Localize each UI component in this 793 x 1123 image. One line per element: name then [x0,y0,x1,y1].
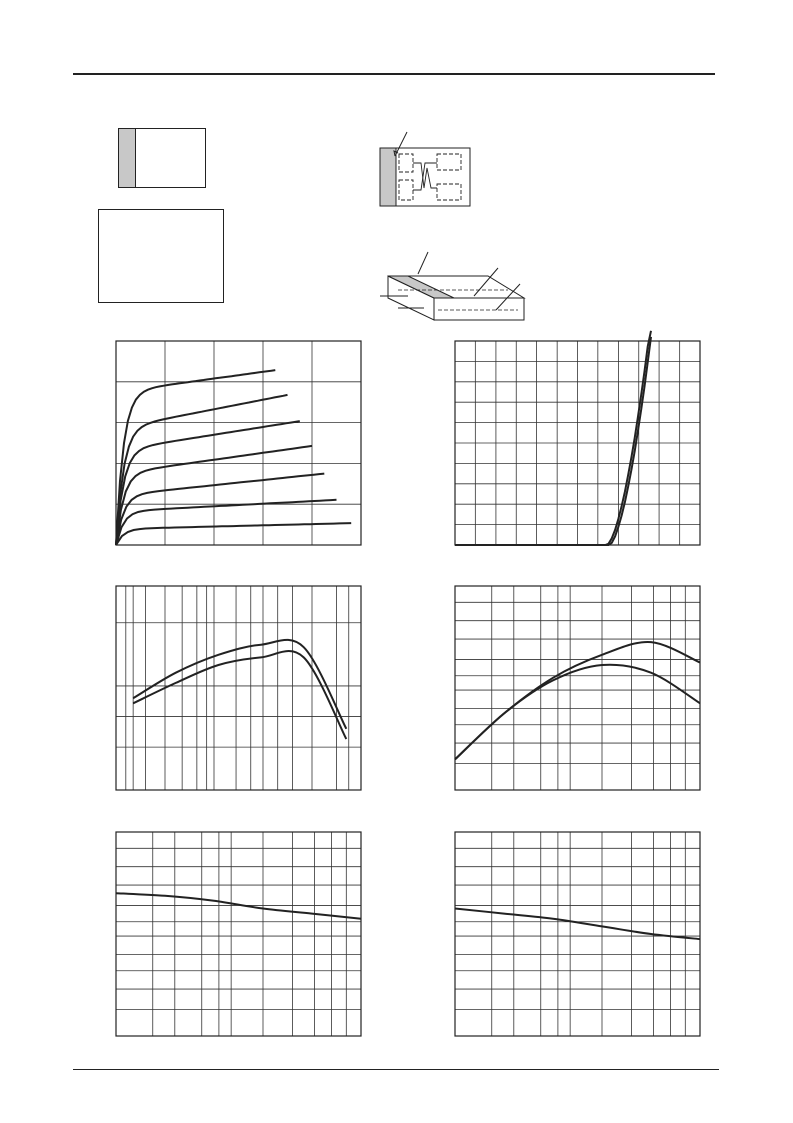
package-outline-lead [119,129,136,187]
series-line [116,523,351,545]
chart-2 [455,341,700,545]
footer-rule [73,1069,719,1070]
series-line [116,474,324,545]
package-3d [378,250,528,322]
chart-3 [116,586,361,790]
chart-1 [116,341,361,545]
gridlines [455,586,700,790]
gridlines [116,586,361,790]
series-line [455,337,651,545]
gridlines [116,341,361,545]
chart-6 [455,832,700,1036]
chip-marking-box [98,209,224,303]
gridlines [455,832,700,1036]
equivalent-circuit [375,128,475,210]
header-rule [73,73,715,75]
chart-4 [455,586,700,790]
series-line [116,500,337,545]
gridlines [116,832,361,1036]
plot-frame [116,586,361,790]
package-outline [118,128,206,188]
series-line [116,395,288,545]
series-line [116,370,275,545]
chart-5 [116,832,361,1036]
gridlines [455,341,700,545]
plot-frame [116,341,361,545]
